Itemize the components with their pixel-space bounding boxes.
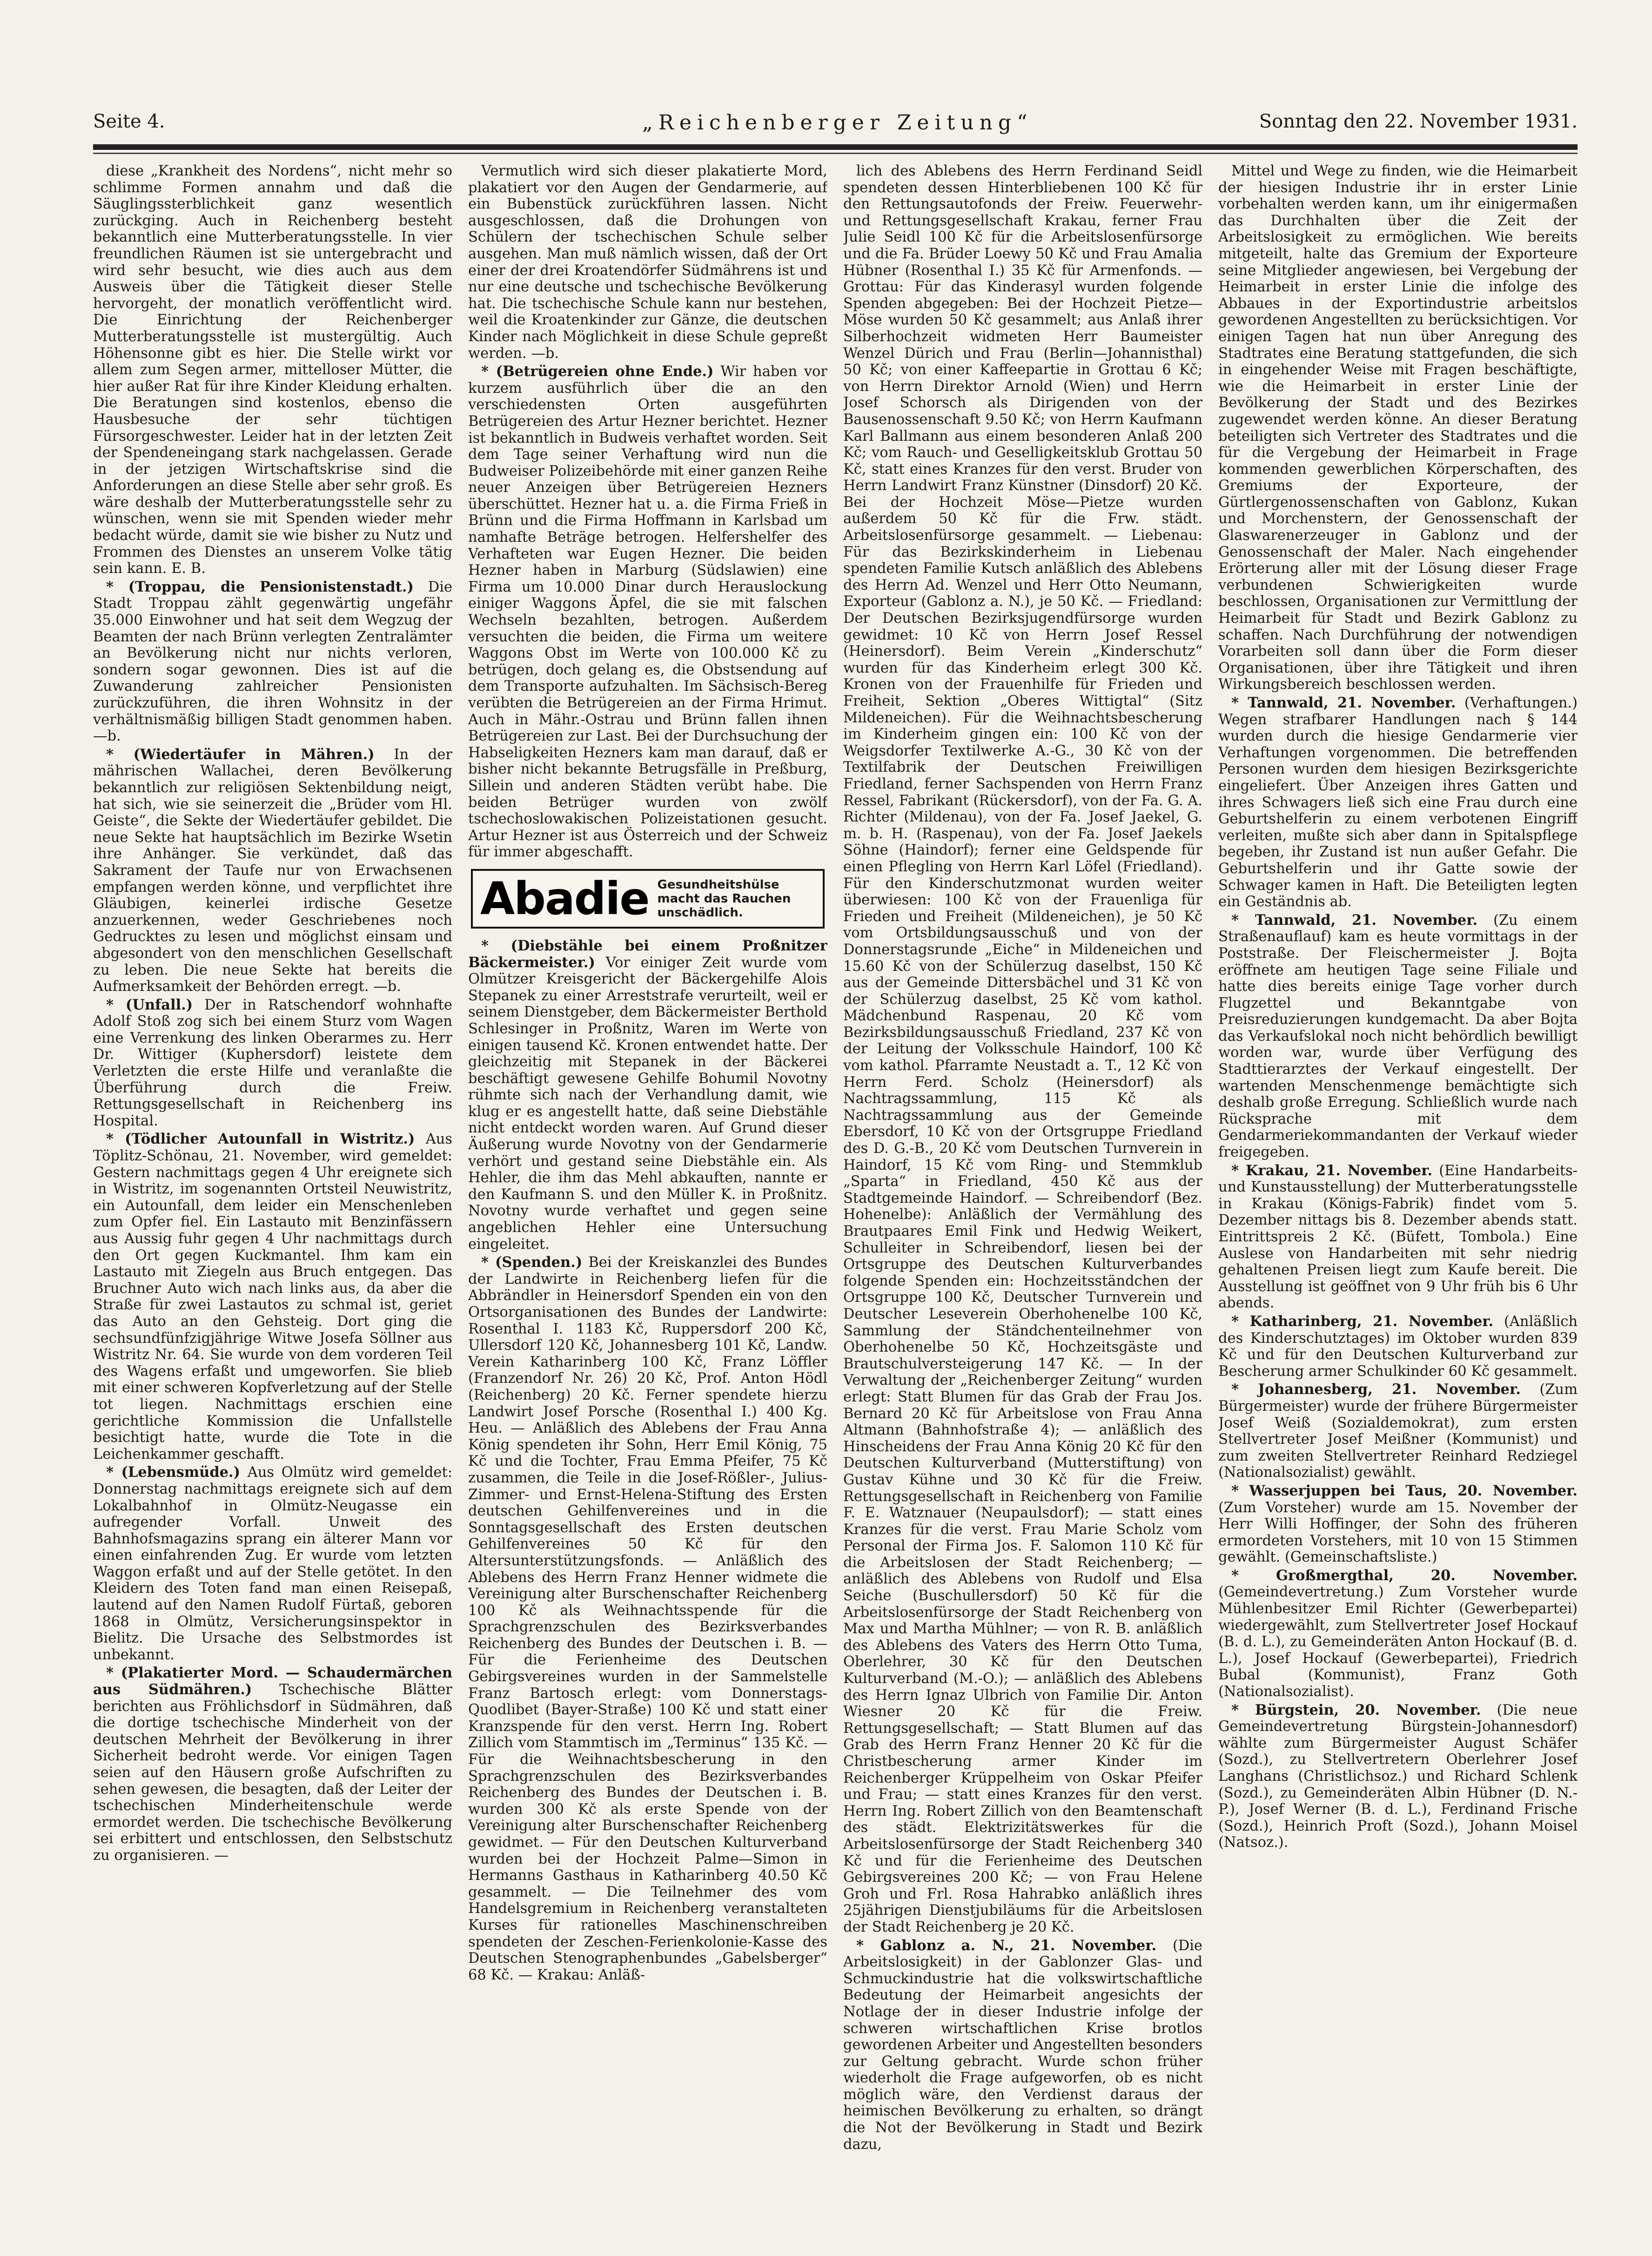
header-rule <box>93 144 1578 150</box>
article-text: In der mährischen Wallachei, deren Bevölkerung bekanntlich zur religiösen Sektenbildung neigt, hat sich, wie sie seinerzeit die „Brüder vom Hl. Geiste“, die Sekte der Wiedertäufer gebildet. Die neue Sekte hat hauptsächlich im Bezirke Wsetin ihre Anhänger. Sie verkündet, daß das Sakrament der Taufe nur von Erwachsenen empfangen werden könne, und verpflichtet ihre Gläubigen, keinerlei irdische Gesetze anzuerkennen, weder Geschriebenes noch Gedrucktes zu lesen und möglichst einsam und abgesondert von den menschlichen Gesellschaft zu leben. Die neue Sekte hat bereits die Aufmerksamkeit der Behörden erregt. —b. <box>93 746 452 995</box>
column-2 <box>468 163 827 2211</box>
article-text: Bei der Kreiskanzlei des Bundes der Landwirte in Reichenberg liefen für die Abbrändler in Heinersdorf Spenden ein von den Ortsorganisationen des Bundes der Landwirte: Rosenthal I. 1183 Kč, Ruppersdorf 200 Kč, Ullersdorf 120 Kč, Johannesberg 101 Kč, Landw. Verein Katharinberg 100 Kč, Franz Löffler (Franzendorf Nr. 26) 20 Kč, Prof. Anton Hödl (Reichenberg) 20 Kč. Ferner spendete hierzu Landwirt Josef Porsche (Rosenthal I.) 400 Kg. Heu. — Anläßlich des Ablebens der Frau Anna König spendeten ihr Sohn, Herr Emil König, 75 Kč und die Tochter, Frau Emma Pfeifer, 75 Kč zusammen, die Teile in die Josef-Rößler-, Julius-Zimmer- und Ernst-Helena-Stiftung des Ersten deutschen Gehilfenvereines und in die Sonntagsgesellschaft des Ersten deutschen Gehilfenvereines 50 Kč für den Altersunterstützungsfonds. — Anläßlich des Ablebens des Herrn Franz Henner widmete die Vereinigung alter Burschenschafter Reichenberg 100 Kč als Weihnachtsspende für die Sprachgrenzschulen des Bezirksverbandes Reichenberg des Bundes der Deutschen i. B. — Für die Ferienheime des Deutschen Gebirgsvereines wurden in der Sammelstelle Franz Bartosch erlegt: vom Donnerstags-Quodlibet (Bayer-Straße) 100 Kč und statt einer Kranzspende für den verst. Herrn Ing. Robert Zillich vom Stammtisch im „Terminus“ 135 Kč. — Für die Weihnachtsbescherung in den Sprachgrenzschulen des Bezirksverbandes Reichenberg des Bundes der Deutschen i. B. wurden 300 Kč als erste Spende von der Vereinigung alter Burschenschafter Reichenberg gewidmet. — Für den Deutschen Kulturverband wurden bei der Hochzeit Palme—Simon in Hermanns Gasthaus in Katharinberg 40.50 Kč gesammelt. — Die Teilnehmer des vom Handelsgremium in Reichenberg veranstalteten Kurses für rationelles Maschinenschreiben spendeten der Zeschen-Ferienkolonie-Kasse des Deutschen Stenographenbundes „Gabelsberger“ 68 Kč. — Krakau: Anläß- <box>468 1254 827 1983</box>
article-paragraph <box>468 1254 827 1983</box>
ad-brand: Abadie <box>480 872 649 925</box>
header-rule-thin <box>93 153 1578 154</box>
article-text: (Zum Vorsteher) wurde am 15. November der Herr Willi Hoffinger, der Sohn des früheren ermordeten Vorstehers, mit 10 von 15 Stimmen gewählt. (Gemeinschaftsliste.) <box>1218 1499 1578 1566</box>
article-text: (Zu einem Straßenauflauf) kam es heute vormittags in der Poststraße. Der Fleischermeister J. Bojta eröffnete am heutigen Tage seine Filiale und hatte dies bereits einige Tage vorher durch Flugzettel und Bekanntgabe von Preisreduzierungen kundgemacht. Da aber Bojta das Verkaufslokal noch nicht behördlich bewilligt worden war, wurde über Verfügung des Stadttierarztes der Verkauf eingestellt. Der wartenden Menschenmenge bemächtigte sich deshalb große Erregung. Schließlich wurde nach Rücksprache mit dem Gendarmeriekommandanten der Verkauf wieder freigegeben. <box>1218 912 1578 1161</box>
article-text: lich des Ablebens des Herrn Ferdinand Seidl spendeten dessen Hinterbliebenen 100 Kč für den Rettungsautofonds der Freiw. Feuerwehr- und Rettungsgesellschaft Krakau, ferner Frau Julie Seidl 100 Kč für die Arbeitslosenfürsorge und die Fa. Brüder Loewy 50 Kč und Frau Amalia Hübner (Rosenthal I.) 35 Kč für Armenfonds. — Grottau: Für das Kinderasyl wurden folgende Spenden abgegeben: Bei der Hochzeit Pietze—Möse wurden 50 Kč gesammelt; aus Anlaß ihrer Silberhochzeit widmeten Herr Baumeister Wenzel Dürich und Frau (Berlin—Johannisthal) 50 Kč; von einer Kaffeepartie in Grottau 6 Kč; von Herrn Direktor Arnold (Wien) und Herrn Josef Schorsch als Dirigenden von der Bausenossenschaft 9.50 Kč; von Herrn Kaufmann Karl Ballmann aus einem besonderen Anlaß 200 Kč; vom Rauch- und Geselligkeitsklub Grottau 50 Kč, statt eines Kranzes für den verst. Bruder von Herrn Landwirt Franz Künstner (Dinsdorf) 20 Kč. Bei der Hochzeit Möse—Pietze wurden außerdem 50 Kč für die Frw. städt. Arbeitslosenfürsorge gesammelt. — Liebenau: Für das Bezirkskinderheim in Liebenau spendeten Familie Kutsch anläßlich des Ablebens des Herrn Ad. Wenzel und Herr Otto Neumann, Exporteur (Gablonz a. N.), je 50 Kč. — Friedland: Der Deutschen Bezirksjugendfürsorge wurden gewidmet: 10 Kč von Herrn Josef Ressel (Heinersdorf). Beim Verein „Kinderschutz“ wurden für das Kinderheim erlegt 300 Kč. Kronen von der Frauenhilfe für Frieden und Freiheit, Sektion „Oberes Wittigtal“ (Sitz Mildeneichen). Für die Weihnachtsbescherung im Kinderheim gingen ein: 100 Kč von der Weigsdorfer Textilwerke A.-G., 30 Kč von der Textilfabrik der Deutschen Freiwilligen Friedland, ferner Sachspenden von Herrn Franz Ressel, Fabrikant (Rückersdorf), von der Fa. G. A. Richter (Mildenau), von der Fa. Josef Jaekel, G. m. b. H. (Raspenau), von der Fa. Josef Jaekels Söhne (Haindorf); ferner eine Geldspende für einen Pflegling von Herrn Karl Löfel (Friedland). Für den Kinderschutzmonat wurden weiter überwiesen: 100 Kč von der Frauenliga für Frieden und Freiheit (Mildeneichen), je 50 Kč vom Ortsbildungsausschuß und von der Donnerstagsrunde „Eiche“ in Mildeneichen und 15.60 Kč von der Schülerzug daselbst, 150 Kč aus der Gemeinde Dittersbächel und 31 Kč von der Schülerzug daselbst, 25 Kč vom kathol. Mädchenbund Raspenau, 20 Kč vom Bezirksbildungsausschuß Friedland, 237 Kč von der Leitung der Volksschule Haindorf, 100 Kč vom kathol. Pfarramte Neustadt a. T., 12 Kč von Herrn Ferd. Scholz (Heinersdorf) als Nachtragssammlung, 115 Kč als Nachtragssammlung aus der Gemeinde Ebersdorf, 10 Kč von der Ortsgruppe Friedland des D. G.-B., 20 Kč vom Deutschen Turnverein in Haindorf, 15 Kč vom Ring- und Stemmklub „Sparta“ in Friedland, 450 Kč aus der Stadtgemeinde Haindorf. — Schreibendorf (Bez. Hohenelbe): Anläßlich der Vermählung des Brautpaares Emil Fink und Hedwig Weikert, Schulleiter in Schreibendorf, liesen bei der Ortsgruppe des Deutschen Kulturverbandes folgende Spenden ein: Hochzeitsständchen der Ortsgruppe 100 Kč, Deutscher Turnverein und Deutscher Leseverein Oberhohenelbe 100 Kč, Sammlung der Ständchenteilnehmer von Oberhohenelbe 50 Kč, Hochzeitsgäste und Brautschulversteigerung 147 Kč. — In der Verwaltung der „Reichenberger Zeitung“ wurden erlegt: Statt Blumen für das Grab der Frau Jos. Bernard 20 Kč für Arbeitslose von Frau Anna Altmann (Bahnhofstraße 4); — anläßlich des Hinscheidens der Frau Anna König 20 Kč für den Deutschen Kulturverband (Mutterstiftung) von Gustav Kühne und 30 Kč für die Freiw. Rettungsgesellschaft in Reichenberg von Familie F. E. Watznauer (Neupaulsdorf); — statt eines Kranzes für die verst. Frau Marie Scholz vom Personal der Firma Jos. F. Salomon 110 Kč für die Arbeitslosen der Stadt Reichenberg; — anläßlich des Ablebens von Rudolf und Elsa Seiche (Buschullersdorf) 50 Kč für die Arbeitslosenfürsorge der Stadt Reichenberg von Max und Martha Mühlner; — von R. B. anläßlich des Ablebens des Vaters des Herrn Otto Tuma, Oberlehrer, 30 Kč für den Deutschen Kulturverband (M.-O.); — anläßlich des Ablebens des Herrn Ignaz Ulbrich von Familie Dir. Anton Wiesner 20 Kč für die Freiw. Rettungsgesellschaft; — Statt Blumen auf das Grab des Herrn Franz Henner 20 Kč für die Christbescherung armer Kinder im Reichenberger Krüppelheim von Oskar Pfeifer und Frau; — statt eines Kranzes für den verst. Herrn Ing. Robert Zillich von den Beamtenschaft des städt. Elektrizitätswerkes für die Arbeitslosenfürsorge der Stadt Reichenberg 340 Kč und für die Ferienheime des Deutschen Gebirgsvereines 200 Kč; — von Frau Helene Groh und Frl. Rosa Hahrabko anläßlich ihres 25jährigen Dienstjubiläums für die Arbeitslosen der Stadt Reichenberg je 20 Kč. <box>843 163 1202 1935</box>
article-paragraph <box>1218 1702 1578 1851</box>
issue-date: Sonntag den 22. November 1931. <box>1259 111 1578 132</box>
article-paragraph <box>468 364 827 861</box>
abadie-advertisement <box>471 869 825 929</box>
article-heading: * (Lebensmüde.) <box>106 1464 241 1481</box>
column-3 <box>843 163 1202 2211</box>
article-heading: * Katharinberg, 21. November. <box>1231 1313 1494 1330</box>
article-columns <box>93 163 1578 2211</box>
newspaper-title: „Reichenberger Zeitung“ <box>642 111 1033 135</box>
ad-tagline-line: unschädlich. <box>657 905 743 920</box>
article-paragraph <box>1218 1483 1578 1566</box>
article-paragraph <box>1218 912 1578 1161</box>
column-4 <box>1218 163 1578 2211</box>
article-heading: * (Troppau, die Pensionistenstadt.) <box>106 578 414 595</box>
article-text: (Die Arbeitslosigkeit) in der Gablonzer Glas- und Schmuckindustrie hat die volkswirtschaftliche Bedeutung der Heimarbeit angesichts der Notlage der in dieser Industrie infolge der schweren wirtschaftlichen Krise brotlos gewordenen Arbeiter und Angestellten besonders zur Geltung gebracht. Wurde schon früher wiederholt die Frage aufgeworfen, ob es nicht möglich wäre, den Verdienst daraus der heimischen Bevölkerung zu erhalten, so drängt die Not der Bevölkerung in Stadt und Bezirk dazu, <box>843 1937 1202 2153</box>
article-paragraph <box>93 163 452 577</box>
article-heading: * (Diebstähle bei einem Proßnitzer Bäckermeister.) <box>468 937 827 971</box>
article-text: (Eine Handarbeits- und Kunstausstellung) der Mutterberatungsstelle in Krakau (Königs-Fabrik) findet vom 5. Dezember nittags bis 8. Dezember abends statt. Eintrittspreis 2 Kč. (Büfett, Tombola.) Eine Auslese von Handarbeiten mit sehr niedrig gehaltenen Preisen liegt zum Kaufe bereit. Die Ausstellung ist geöffnet von 9 Uhr früh bis 6 Uhr abends. <box>1218 1162 1578 1312</box>
article-paragraph <box>1218 1163 1578 1312</box>
article-text: Mittel und Wege zu finden, wie die Heimarbeit der hiesigen Industrie ihr in erster Linie vorbehalten werden kann, um ihr einigermaßen das Durchhalten über die Zeit der Arbeitslosigkeit zu ermöglichen. Wie bereits mitgeteilt, halte das Gremium der Exporteure seine Mitglieder angewiesen, bei Vergebung der Heimarbeit in erster Linie die infolge des Abbaues in der Exportindustrie arbeitslos gewordenen Angestellten zu berücksichtigen. Vor einigen Tagen hat nun über Anregung des Stadtrates eine Beratung stattgefunden, die sich in eingehender Weise mit Fragen beschäftigte, wie die Heimarbeit in erster Linie der Bevölkerung der Stadt und des Bezirkes zugewendet werden könne. An dieser Beratung beteiligten sich Vertreter des Stadtrates und die für die Vergebung der Heimarbeit in Frage kommenden gewerblichen Körperschaften, des Gremiums der Exporteure, der Gürtlergenossenschaften von Gablonz, Kukan und Morchenstern, der Genossenschaft der Glaswarenerzeuger in Gablonz und der Genossenschaft der Maler. Nach eingehender Erörterung aller mit der Lösung dieser Frage verbundenen Schwierigkeiten wurde beschlossen, Organisationen zur Vermittlung der Heimarbeit für Stadt und Bezirk Gablonz zu schaffen. Nach Durchführung der notwendigen Vorarbeiten soll dann über die Form dieser Organisationen, über ihre Tätigkeit und ihren Wirkungsbereich beschlossen werden. <box>1218 163 1578 693</box>
page-header <box>93 111 1578 139</box>
article-paragraph <box>93 1464 452 1663</box>
article-heading: * (Wiedertäufer in Mähren.) <box>106 746 375 763</box>
page-number: Seite 4. <box>93 111 165 132</box>
article-text: Aus Töplitz-Schönau, 21. November, wird gemeldet: Gestern nachmittags gegen 4 Uhr ereignete sich in Wistritz, im sogenannten Ortsteil Neuwistritz, ein Autounfall, dem leider ein Menschenleben zum Opfer fiel. Ein Lastauto mit Benzinfässern aus Aussig fuhr gegen 4 Uhr nachmittags durch den Ort gegen Kuckmantel. Ihm kam ein Lastauto mit Ziegeln aus Bruch entgegen. Das Bruchner Auto wich nach links aus, da aber die Straße für zwei Lastautos zu schmal ist, geriet das Auto an den Gehsteig. Dort ging die sechsundfünfzigjährige Witwe Josefa Söllner aus Wistritz Nr. 64. Sie wurde von dem vorderen Teil des Wagens erfaßt und umgeworfen. Sie blieb mit einer schweren Kopfverletzung auf der Stelle tot liegen. Nachmittags erschien eine gerichtliche Kommission die Unfallstelle besichtigt hatte, wurde die Tote in die Leichenkammer geschafft. <box>93 1131 452 1462</box>
article-text: diese „Krankheit des Nordens“, nicht mehr so schlimme Formen annahm und daß die Säuglingssterblichkeit ganz wesentlich zurückging. Auch in Reichenberg besteht bekanntlich eine Mutterberatungsstelle. In vier freundlichen Räumen ist sie untergebracht und wird sehr besucht, wie dies auch aus dem Ausweis über die Tätigkeit dieser Stelle hervorgeht, der monatlich veröffentlicht wird. Die Einrichtung der Reichenberger Mutterberatungsstelle ist mustergültig. Auch Höhensonne gibt es hier. Die Stelle wirkt vor allem zum Segen armer, mittelloser Mütter, die hier außer Rat für ihre Kinder Kleidung erhalten. Die Beratungen sind kostenlos, ebenso die Hausbesuche der sehr tüchtigen Fürsorgeschwester. Leider hat in der letzten Zeit der Spendeneingang stark nachgelassen. Gerade in der jetzigen Wirtschaftskrise sind die Anforderungen an diese Stelle aber sehr groß. Es wäre deshalb der Mutterberatungsstelle sehr zu wünschen, wenn sie mit Spenden wieder mehr bedacht würde, damit sie wie bisher zu Nutz und Frommen des Dienstes an unserem Volke tätig sein kann. E. B. <box>93 163 452 577</box>
article-paragraph <box>843 163 1202 1936</box>
article-heading: * (Plakatierter Mord. — Schaudermärchen aus Südmähren.) <box>93 1664 452 1698</box>
article-text: (Verhaftungen.) Wegen strafbarer Handlungen nach § 144 wurden durch die hiesige Gendarmerie vier Verhaftungen vorgenommen. Die betreffenden Personen wurden dem hiesigen Bezirksgerichte eingeliefert. Über Anzeigen ihres Gatten und ihres Schwagers ließ sich eine Frau durch eine Geburtshelferin zu einem verbotenen Eingriff verleiten, mußte sich aber dann in Spitalspflege begeben, ihr Zustand ist nun außer Gefahr. Die Geburtshelferin und ihr Gatte sowie der Schwager kamen in Haft. Die Beteiligten legten ein Geständnis ab. <box>1218 695 1578 910</box>
article-paragraph <box>93 1131 452 1462</box>
article-heading: * Johannesberg, 21. November. <box>1231 1381 1521 1398</box>
article-text: Vermutlich wird sich dieser plakatierte Mord, plakatiert vor den Augen der Gendarmerie, auf ein Bubenstück zurückführen lassen. Nicht ausgeschlossen, daß die Drohungen von Schülern der tschechischen Schule selber ausgehen. Man muß nämlich wissen, daß der Ort einer der drei Kroatendörfer Südmährens ist und nur eine deutsche und tschechische Bevölkerung hat. Die tschechische Schule kann nur bestehen, weil die Kroatenkinder zur Gänze, die deutschen Kinder nach Möglichkeit in diese Schule gepreßt werden. —b. <box>468 163 827 362</box>
article-heading: * Wasserjuppen bei Taus, 20. November. <box>1231 1482 1578 1499</box>
article-paragraph <box>468 938 827 1253</box>
article-paragraph <box>468 163 827 362</box>
article-paragraph <box>93 579 452 745</box>
article-paragraph <box>93 997 452 1130</box>
article-heading: * Tannwald, 21. November. <box>1231 911 1478 929</box>
article-text: (Gemeindevertretung.) Zum Vorsteher wurde Mühlenbesitzer Emil Richter (Gewerbepartei) wiedergewählt, zum Stellvertreter Josef Hockauf (B. d. L.), zu Gemeinderäten Anton Hockauf (B. d. L.), Josef Hockauf (Gewerbepartei), Friedrich Bubal (Kommunist), Franz Goth (Nationalsozialist). <box>1218 1584 1578 1700</box>
article-heading: * (Tödlicher Autounfall in Wistritz.) <box>106 1131 415 1148</box>
article-heading: * Großmergthal, 20. November. <box>1231 1567 1578 1584</box>
article-paragraph <box>1218 1313 1578 1380</box>
ad-tagline-line: Gesundheitshülse <box>657 877 779 892</box>
article-heading: * Bürgstein, 20. November. <box>1231 1701 1481 1718</box>
article-heading: * (Spenden.) <box>481 1254 583 1271</box>
article-paragraph <box>1218 1568 1578 1700</box>
article-heading: * Krakau, 21. November. <box>1231 1162 1433 1179</box>
article-text: Wir haben vor kurzem ausführlich über die an den verschiedensten Orten ausgeführten Betrügereien des Artur Hezner berichtet. Hezner ist bekanntlich in Budweis verhaftet worden. Seit dem Tage seiner Verhaftung wird nun die Budweiser Polizeibehörde mit einer ganzen Reihe neuer Anzeigen über Betrügereien Hezners überschüttet. Hezner hat u. a. die Firma Frieß in Brünn und die Firma Hoffmann in Karlsbad um namhafte Beträge betrogen. Helfershelfer des Verhafteten war Eugen Hezner. Die beiden Hezner haben in Marburg (Südslawien) eine Firma um 10.000 Dinar durch Herauslockung einiger Waggons Äpfel, die sie mit falschen Wechseln bezahlten, betrogen. Außerdem versuchten die beiden, die Firma um weitere Waggons Obst im Werte von 100.000 Kč zu betrügen, doch gelang es, die Obstsendung auf dem Transporte aufzuhalten. Im Sächsisch-Bereg verübten die Betrügereien an der Firma Hrimut. Auch in Mähr.-Ostrau und Brünn fallen ihnen Betrügereien zur Last. Bei der Durchsuchung der Habseligkeiten Hezners kam man darauf, daß er bisher nicht bekannte Betrugsfälle in Preßburg, Sillein und anderen Städten verübt habe. Die beiden Betrüger wurden von zwölf tschechoslowakischen Polizeistationen gesucht. Artur Hezner ist aus Österreich und der Schweiz für immer abgeschafft. <box>468 364 827 861</box>
column-1 <box>93 163 452 2211</box>
article-paragraph <box>93 747 452 995</box>
article-paragraph <box>1218 1381 1578 1481</box>
article-text: Der in Ratschendorf wohnhafte Adolf Stoß zog sich bei einem Sturz vom Wagen eine Verrenkung des linken Oberarmes zu. Herr Dr. Wittiger (Kuphersdorf) leistete dem Verletzten die erste Hilfe und veranlaßte die Überführung durch die Freiw. Rettungsgesellschaft in Reichenberg ins Hospital. <box>93 997 452 1129</box>
article-text: Aus Olmütz wird gemeldet: Donnerstag nachmittags ereignete sich auf dem Lokalbahnhof in Olmütz-Neugasse ein aufregender Vorfall. Unweit des Bahnhofsmagazins sprang ein älterer Mann vor einen einfahrenden Zug. Er wurde vom letzten Waggon erfaßt und auf der Stelle getötet. In den Kleidern des Toten fand man einen Reisepaß, lautend auf den Namen Rudolf Fürtaß, geboren 1868 in Olmütz, Versicherungsinspektor in Bielitz. Die Ursache des Selbstmordes ist unbekannt. <box>93 1464 452 1663</box>
ad-tagline-line: macht das Rauchen <box>657 891 791 906</box>
ad-tagline <box>658 878 791 920</box>
article-paragraph <box>93 1665 452 1864</box>
article-text: (Die neue Gemeindevertretung Bürgstein-Johannesdorf) wählte zum Bürgermeister August Schäfer (Sozd.), zu Stellvertretern Oberlehrer Josef Langhans (Christlichsoz.) und Richard Schlenk (Sozd.), zu Gemeinderäten Albin Hübner (D. N.-P.), Josef Werner (B. d. L.), Ferdinand Frische (Sozd.), Heinrich Proft (Sozd.), Johann Moisel (Natsoz.). <box>1218 1702 1578 1851</box>
article-heading: * (Betrügereien ohne Ende.) <box>481 363 714 380</box>
article-heading: * Gablonz a. N., 21. November. <box>856 1937 1157 1954</box>
article-text: Vor einiger Zeit wurde vom Olmützer Kreisgericht der Bäckergehilfe Alois Stepanek zu einer Arreststrafe verurteilt, weil er seinem Dienstgeber, dem Bäckermeister Berthold Schlesinger in Proßnitz, Waren im Werte von einigen tausend Kč. Kronen entwendet hatte. Der gleichzeitig mit Stepanek in der Bäckerei beschäftigt gewesene Gehilfe Bohumil Novotny rühmte sich nach der Verhandlung damit, wie klug er es angestellt hatte, daß seine Diebstähle nicht entdeckt worden waren. Auf Grund dieser Äußerung wurde Novotny von der Gendarmerie verhört und gestand seine Diebstähle ein. Als Hehler, die ihm das Mehl abkauften, nannte er den Kaufmann S. und den Müller K. in Proßnitz. Novotny wurde verhaftet und gegen seine angeblichen Hehler eine Untersuchung eingeleitet. <box>468 954 827 1253</box>
article-text: (Anläßlich des Kinderschutztages) im Oktober wurden 839 Kč und für den Deutschen Kulturverband zur Bescherung armer Schulkinder 60 Kč gesammelt. <box>1218 1313 1578 1380</box>
article-paragraph <box>1218 695 1578 910</box>
article-text: Die Stadt Troppau zählt gegenwärtig ungefähr 35.000 Einwohner und hat seit dem Wegzug der Beamten der nach Brünn verlegten Zentralämter an Bevölkerung nicht nur nichts verloren, sondern sogar gewonnen. Dies ist auf die Zuwanderung zahlreicher Pensionisten zurückzuführen, die ihren Wohnsitz in der verhältnismäßig billigen Stadt genommen haben. —b. <box>93 579 452 745</box>
article-heading: * Tannwald, 21. November. <box>1231 694 1456 711</box>
article-paragraph <box>843 1938 1202 2153</box>
article-paragraph <box>1218 163 1578 693</box>
article-text: Tschechische Blätter berichten aus Fröhlichsdorf in Südmähren, daß die dortige tschechische Minderheit von der deutschen Mehrheit der Bevölkerung in ihrer Sicherheit bedroht werde. Vor einigen Tagen seien auf den Häusern große Aufschriften zu sehen gewesen, die besagten, daß der Leiter der tschechischen Minderheitenschule werde ermordet werden. Die tschechische Bevölkerung sei erbittert und entschlossen, den Selbstschutz zu organisieren. — <box>93 1682 452 1864</box>
article-text: (Zum Bürgermeister) wurde der frühere Bürgermeister Josef Weiß (Sozialdemokrat), zum ersten Stellvertreter Josef Meißner (Kommunist) und zum zweiten Stellvertreter Reinhard Redziegel (Nationalsozialist) gewählt. <box>1218 1381 1578 1481</box>
article-heading: * (Unfall.) <box>106 996 193 1013</box>
